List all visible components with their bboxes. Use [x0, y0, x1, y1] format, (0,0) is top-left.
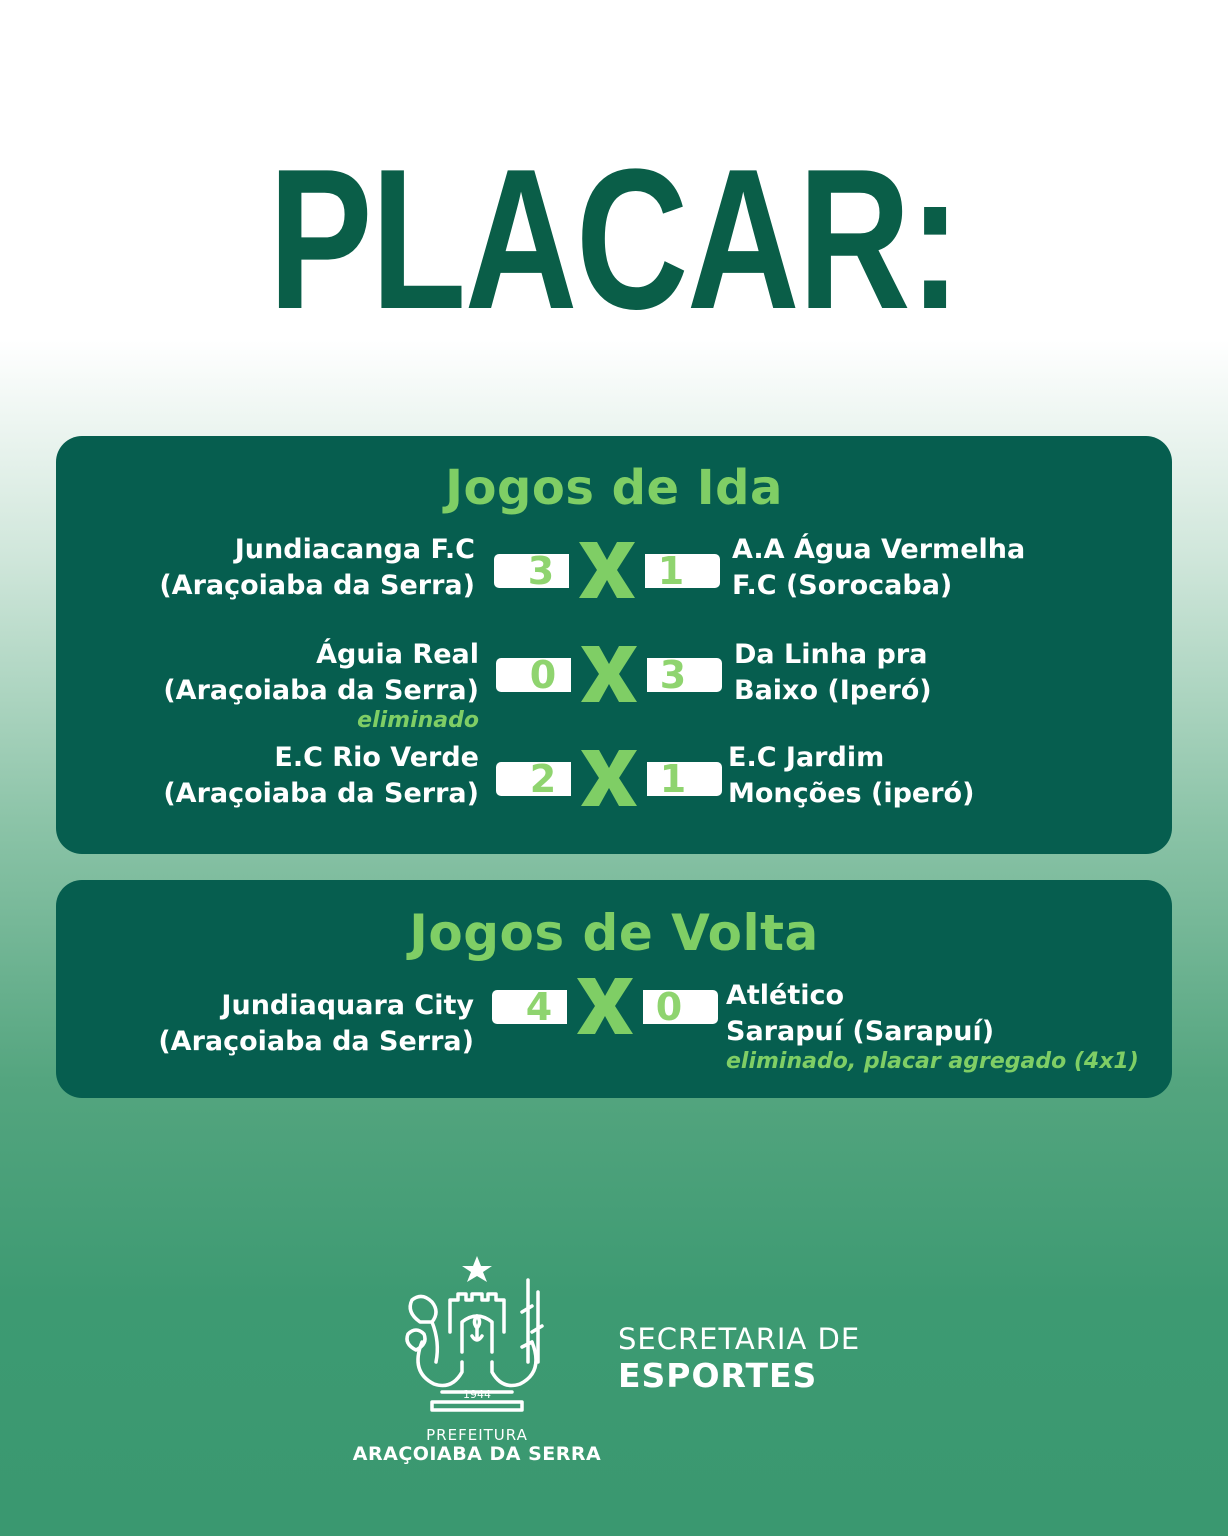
- away-score: 1: [657, 549, 685, 593]
- away-team-name: Atlético: [726, 980, 845, 1011]
- home-team-name: Águia Real: [316, 639, 479, 670]
- home-team-name: Jundiacanga F.C: [234, 534, 475, 565]
- prefeitura-crest-logo: [392, 1252, 562, 1422]
- x-versus-icon: [571, 748, 647, 808]
- home-team-name: E.C Rio Verde: [274, 742, 479, 773]
- home-team-name: Jundiaquara City: [221, 990, 474, 1021]
- eliminated-note: eliminado, placar agregado (4x1): [726, 1049, 1139, 1074]
- page-title: PLACAR:: [268, 128, 960, 351]
- home-team-city: (Araçoiaba da Serra): [159, 570, 475, 601]
- home-team-city: (Araçoiaba da Serra): [158, 1026, 474, 1057]
- prefeitura-name: ARAÇOIABA DA SERRA: [352, 1443, 602, 1465]
- home-team-city: (Araçoiaba da Serra): [163, 675, 479, 706]
- away-team-name: A.A Água Vermelha: [732, 534, 1026, 565]
- scoreboard: [496, 644, 722, 704]
- away-team: [732, 532, 1025, 604]
- away-team: [734, 637, 932, 709]
- away-score: 0: [655, 985, 683, 1029]
- scoreboard: [496, 748, 722, 808]
- home-score: 4: [525, 985, 553, 1029]
- home-score: 2: [529, 757, 557, 801]
- eliminated-note: eliminado: [357, 708, 479, 733]
- away-team-city: F.C (Sorocaba): [732, 570, 953, 601]
- away-team-name: E.C Jardim: [728, 742, 885, 773]
- away-score: 1: [659, 757, 687, 801]
- away-team: [728, 740, 974, 812]
- home-team: [163, 637, 479, 733]
- away-team-city: Sarapuí (Sarapuí): [726, 1016, 995, 1047]
- secretaria-line1: SECRETARIA DE: [618, 1322, 861, 1356]
- away-team-city: Baixo (Iperó): [734, 675, 932, 706]
- volta-heading: Jogos de Volta: [409, 904, 819, 962]
- x-versus-icon: [571, 644, 647, 704]
- home-team: [159, 532, 475, 604]
- secretaria-line2: ESPORTES: [618, 1356, 818, 1395]
- prefeitura-label: PREFEITURA: [426, 1426, 528, 1444]
- x-versus-icon: [567, 976, 643, 1036]
- away-team: [726, 978, 1139, 1074]
- logo-year: 1944: [463, 1388, 491, 1401]
- x-versus-icon: [569, 540, 645, 600]
- scoreboard: [494, 540, 720, 600]
- home-team: [163, 740, 479, 812]
- away-team-name: Da Linha pra: [734, 639, 928, 670]
- home-score: 0: [529, 653, 557, 697]
- away-score: 3: [659, 653, 687, 697]
- home-team: [158, 988, 474, 1060]
- ida-heading: Jogos de Ida: [445, 460, 783, 516]
- volta-panel: [56, 880, 1172, 1098]
- home-score: 3: [527, 549, 555, 593]
- ida-panel: [56, 436, 1172, 854]
- scoreboard: [492, 976, 718, 1036]
- away-team-city: Monções (iperó): [728, 778, 975, 809]
- home-team-city: (Araçoiaba da Serra): [163, 778, 479, 809]
